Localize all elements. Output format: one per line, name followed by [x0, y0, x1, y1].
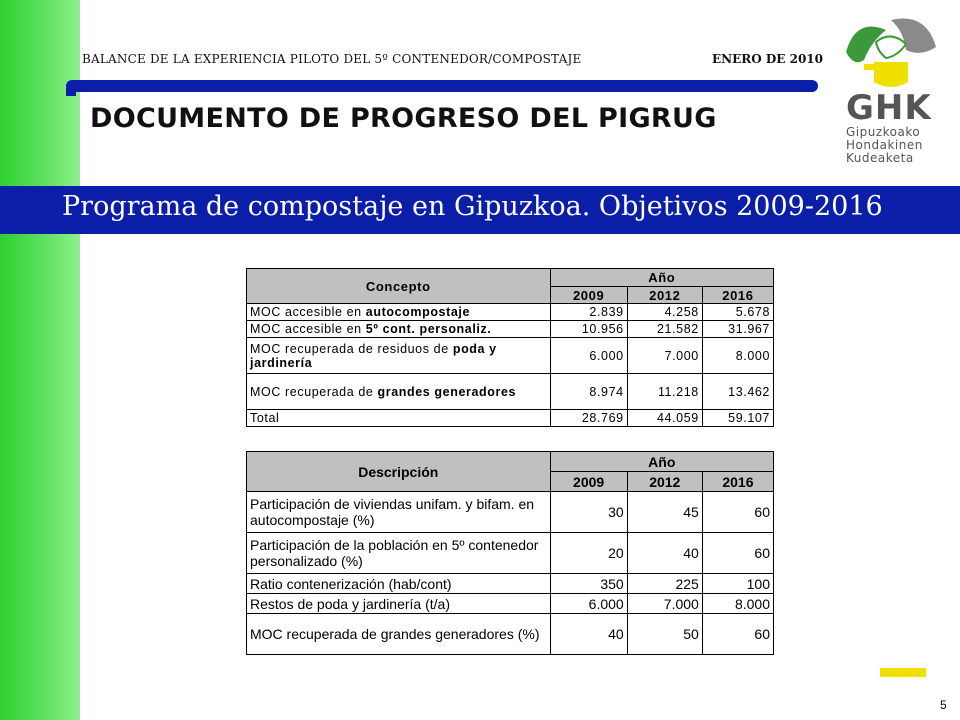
value-cell: 40: [550, 614, 627, 655]
table-row: [247, 574, 774, 594]
value-cell: 7.000: [627, 338, 702, 374]
table-row: [247, 614, 774, 655]
header-rule: [66, 80, 818, 92]
value-cell: 4.258: [627, 304, 702, 321]
header-rule-cap: [66, 88, 76, 96]
year-2009: 2009: [550, 472, 627, 492]
value-cell: 5.678: [702, 304, 773, 321]
row-label: MOC accesible en autocompostaje: [247, 304, 551, 321]
logo-text: [846, 90, 932, 165]
row-label: Participación de la población en 5º contenedor personalizado (%): [247, 533, 551, 574]
year-2016: 2016: [702, 472, 773, 492]
row-label: Total: [247, 410, 551, 427]
logo-line-3: Kudeaketa: [846, 151, 914, 165]
value-cell: 10.956: [550, 321, 627, 338]
value-cell: 45: [627, 492, 702, 533]
table-row: [247, 321, 774, 338]
description-header: Descripción: [247, 452, 551, 492]
row-label: MOC recuperada de grandes generadores (%): [247, 614, 551, 655]
document-title: DOCUMENTO DE PROGRESO DEL PIGRUG: [90, 103, 717, 134]
objectives-table-descriptions: [246, 451, 774, 655]
row-label: Restos de poda y jardinería (t/a): [247, 594, 551, 614]
objectives-table-concepts: [246, 268, 774, 427]
value-cell: 2.839: [550, 304, 627, 321]
row-label: Participación de viviendas unifam. y bifam. en autocompostaje (%): [247, 492, 551, 533]
banner-title: Programa de compostaje en Gipuzkoa. Objetivos 2009-2016: [62, 191, 883, 222]
value-cell: 28.769: [550, 410, 627, 427]
year-2012: 2012: [627, 472, 702, 492]
yellow-accent-bar: [880, 668, 926, 677]
year-header: Año: [550, 452, 773, 472]
value-cell: 8.000: [702, 594, 773, 614]
header-left-text: BALANCE DE LA EXPERIENCIA PILOTO DEL 5º CONTENEDOR/COMPOSTAJE: [82, 52, 582, 66]
value-cell: 60: [702, 614, 773, 655]
value-cell: 40: [627, 533, 702, 574]
table-row: [247, 338, 774, 374]
concept-header: Concepto: [247, 269, 551, 304]
value-cell: 30: [550, 492, 627, 533]
logo-line-1: Gipuzkoako: [846, 125, 921, 139]
value-cell: 60: [702, 492, 773, 533]
table-row: [247, 304, 774, 321]
logo-line-2: Hondakinen: [846, 138, 923, 152]
table-row-total: [247, 410, 774, 427]
year-2009: 2009: [550, 287, 627, 304]
year-2012: 2012: [627, 287, 702, 304]
value-cell: 31.967: [702, 321, 773, 338]
table-row: [247, 374, 774, 410]
table-row: [247, 533, 774, 574]
value-cell: 20: [550, 533, 627, 574]
row-label: MOC recuperada de residuos de poda y jardinería: [247, 338, 551, 374]
row-label: MOC recuperada de grandes generadores: [247, 374, 551, 410]
left-green-bar: [0, 0, 80, 720]
value-cell: 100: [702, 574, 773, 594]
row-label: MOC accesible en 5º cont. personaliz.: [247, 321, 551, 338]
value-cell: 11.218: [627, 374, 702, 410]
value-cell: 21.582: [627, 321, 702, 338]
page-number: 5: [940, 698, 947, 712]
value-cell: 13.462: [702, 374, 773, 410]
value-cell: 59.107: [702, 410, 773, 427]
table-row: [247, 492, 774, 533]
value-cell: 8.974: [550, 374, 627, 410]
value-cell: 60: [702, 533, 773, 574]
value-cell: 44.059: [627, 410, 702, 427]
logo-abbr: GHK: [846, 88, 932, 128]
value-cell: 7.000: [627, 594, 702, 614]
year-header: Año: [550, 269, 773, 287]
value-cell: 8.000: [702, 338, 773, 374]
header-date: ENERO DE 2010: [712, 52, 823, 66]
value-cell: 350: [550, 574, 627, 594]
value-cell: 50: [627, 614, 702, 655]
table-row: [247, 594, 774, 614]
value-cell: 6.000: [550, 594, 627, 614]
year-2016: 2016: [702, 287, 773, 304]
value-cell: 6.000: [550, 338, 627, 374]
row-label: Ratio contenerización (hab/cont): [247, 574, 551, 594]
value-cell: 225: [627, 574, 702, 594]
